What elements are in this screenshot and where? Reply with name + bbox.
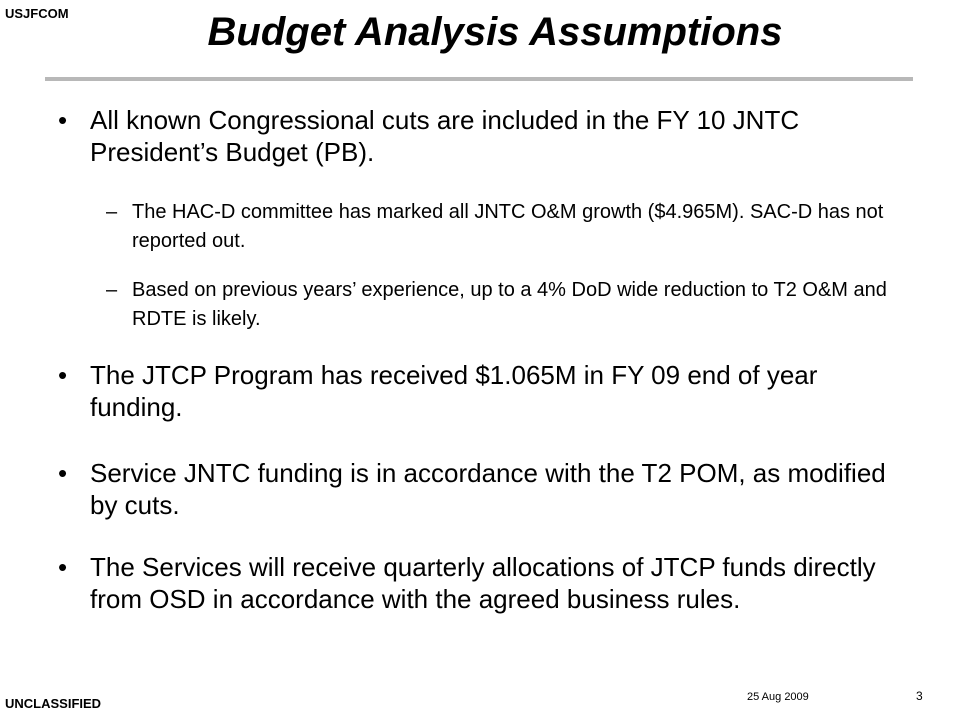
org-label: USJFCOM bbox=[5, 6, 69, 21]
bullet-text: The Services will receive quarterly allocations of JTCP funds directly from OSD in accordance with the agreed business rules. bbox=[90, 552, 876, 614]
page-number: 3 bbox=[916, 689, 923, 703]
bullet-text: Service JNTC funding is in accordance with the T2 POM, as modified by cuts. bbox=[90, 458, 886, 520]
sub-bullet-text: The HAC-D committee has marked all JNTC O&M growth ($4.965M). SAC-D has not reported out. bbox=[132, 201, 884, 252]
bullet-marker: • bbox=[58, 552, 68, 582]
bullet-marker: • bbox=[58, 458, 68, 488]
bullet-marker: • bbox=[58, 105, 68, 135]
bullet-text: The JTCP Program has received $1.065M in FY 09 end of year funding. bbox=[90, 360, 818, 422]
sub-bullet-marker: – bbox=[106, 201, 118, 223]
sub-bullet-marker: – bbox=[106, 279, 118, 301]
sub-bullet-text: Based on previous years’ experience, up to a 4% DoD wide reduction to T2 O&M and RDTE is likely. bbox=[132, 279, 887, 330]
footer-date: 25 Aug 2009 bbox=[747, 691, 809, 703]
bullet-marker: • bbox=[58, 360, 68, 390]
slide-title: Budget Analysis Assumptions bbox=[207, 10, 783, 54]
bullet-text: All known Congressional cuts are included in the FY 10 JNTC President’s Budget (PB). bbox=[90, 105, 800, 167]
classification-label: UNCLASSIFIED bbox=[5, 696, 102, 711]
